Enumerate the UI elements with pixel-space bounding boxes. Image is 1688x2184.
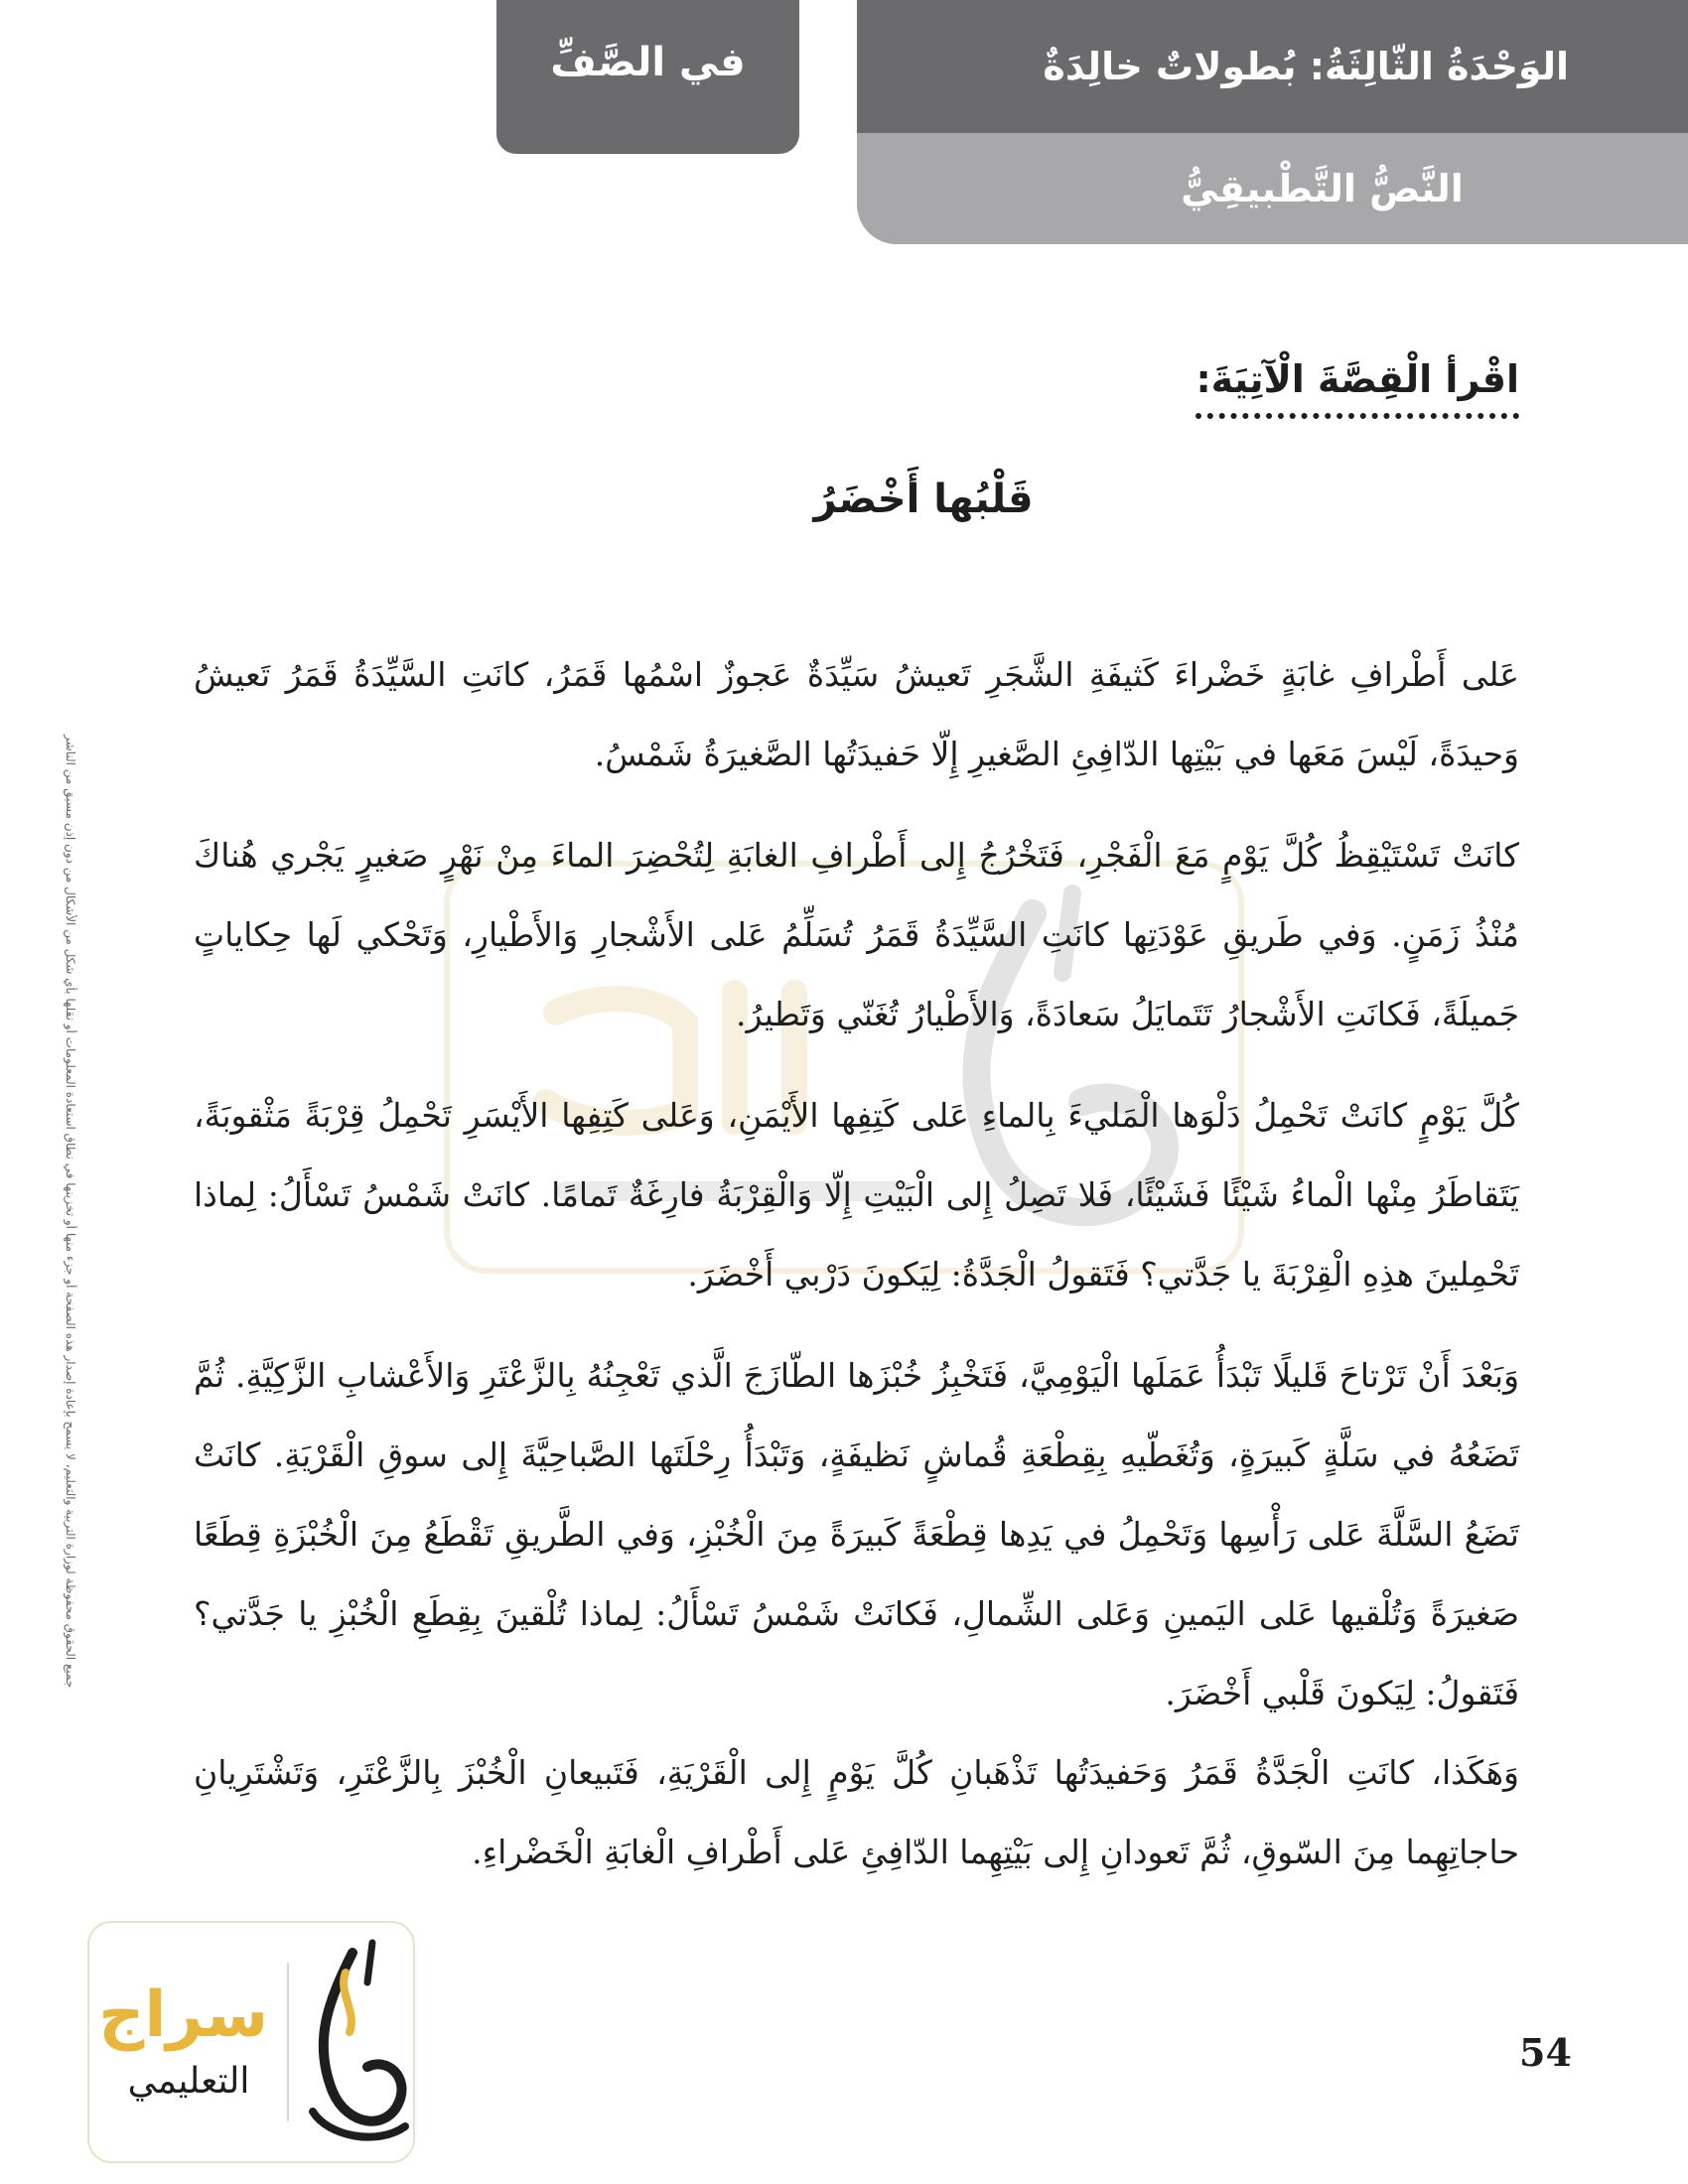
section-title: النَّصُّ التَّطْبيقِيُّ bbox=[1181, 167, 1464, 210]
unit-title-bar bbox=[857, 0, 1688, 133]
section-title-bar bbox=[857, 133, 1688, 244]
class-tab bbox=[496, 0, 799, 154]
story-title: قَلْبُها أَخْضَرُ bbox=[813, 477, 1034, 522]
class-tab-label: في الصَّفِّ bbox=[550, 39, 746, 85]
story-paragraph: وَبَعْدَ أَنْ تَرْتاحَ قَليلًا تَبْدَأُ عَمَلَها الْيَوْمِيَّ، فَتَخْبِزُ خُبْزَها الطّازَجَ الَّذي تَعْجِنُهُ بِالزَّعْتَرِ وَالأَعْشابِ الزَّكِيَّةِ. ثُمَّ تَضَعُهُ في سَلَّةٍ كَبيرَةٍ، وَتُغَطّيهِ بِقِطْعَةِ قُماشٍ نَظيفَةٍ، وَتَبْدَأُ رِحْلَتَها الصَّباحِيَّةَ إِلى سوقِ الْقَرْيَةِ. كانَتْ تَضَعُ السَّلَّةَ عَلى رَأْسِها وَتَحْمِلُ في يَدِها قِطْعَةً كَبيرَةً مِنَ الْخُبْزِ، وَفي الطَّريقِ تَقْطَعُ مِنَ الْخُبْزَةِ قِطَعًا صَغيرَةً وَتُلْقيها عَلى اليَمينِ وَعَلى الشِّمالِ، فَكانَتْ شَمْسُ تَسْأَلُ: لِماذا تُلْقينَ بِقِطَعِ الْخُبْزِ يا جَدَّتي؟ فَتَقولُ: لِيَكونَ قَلْبي أَخْضَرَ. bbox=[194, 1356, 1519, 1712]
story-paragraph: عَلى أَطْرافِ غابَةٍ خَضْراءَ كَثيفَةِ الشَّجَرِ تَعيشُ سَيِّدَةٌ عَجوزٌ اسْمُها قَمَرُ، كانَتِ السَّيِّدَةُ قَمَرُ تَعيشُ وَحيدَةً، لَيْسَ مَعَها في بَيْتِها الدّافِئِ الصَّغيرِ إِلّا حَفيدَتُها الصَّغيرَةُ شَمْسُ. bbox=[194, 655, 1519, 773]
story-paragraph: كُلَّ يَوْمٍ كانَتْ تَحْمِلُ دَلْوَها الْمَليءَ بِالماءِ عَلى كَتِفِها الأَيْمَنِ، وَعَلى كَتِفِها الأَيْسَرِ تَحْمِلُ قِرْبَةً مَثْقوبَةً، يَتَقاطَرُ مِنْها الْماءُ شَيْئًا فَشَيْئًا، فَلا تَصِلُ إِلى الْبَيْتِ إِلّا وَالْقِرْبَةُ فارِغَةٌ تَمامًا. كانَتْ شَمْسُ تَسْأَلُ: لِماذا تَحْمِلينَ هذِهِ الْقِرْبَةَ يا جَدَّتي؟ فَتَقولُ الْجَدَّةُ: لِيَكونَ دَرْبي أَخْضَرَ. bbox=[194, 1096, 1519, 1294]
reading-instruction: اقْرأ الْقِصَّةَ الْآتِيَةَ: bbox=[1196, 357, 1519, 419]
unit-title: الوَحْدَةُ الثّالِثَةُ: بُطولاتٌ خالِدَةٌ bbox=[1043, 45, 1569, 88]
logo-subtitle: التعليمي bbox=[127, 2061, 250, 2102]
logo-name: سراج bbox=[98, 1979, 268, 2052]
story-paragraph: وَهَكَذا، كانَتِ الْجَدَّةُ قَمَرُ وَحَفيدَتُها تَذْهَبانِ كُلَّ يَوْمٍ إِلى الْقَرْيَةِ، فَتَبيعانِ الْخُبْزَ بِالزَّعْتَرِ، وَتَشْتَرِيانِ حاجاتِهِما مِنَ السّوقِ، ثُمَّ تَعودانِ إِلى بَيْتِهِما الدّافِئِ عَلى أَطْرافِ الْغابَةِ الْخَضْراءِ. bbox=[194, 1753, 1519, 1871]
story-paragraph: كانَتْ تَسْتَيْقِظُ كُلَّ يَوْمٍ مَعَ الْفَجْرِ، فَتَخْرُجُ إِلى أَطْرافِ الغابَةِ لِتُحْضِرَ الماءَ مِنْ نَهْرٍ صَغيرٍ يَجْري هُناكَ مُنْذُ زَمَنٍ. وَفي طَريقِ عَوْدَتِها كانَتِ السَّيِّدَةُ قَمَرُ تُسَلِّمُ عَلى الأَشْجارِ وَالأَطْيارِ، وَتَحْكي لَها حِكاياتٍ جَميلَةً، فَكانَتِ الأَشْجارُ تَتَمايَلُ سَعادَةً، وَالأَطْيارُ تُغَنّي وَتَطيرُ. bbox=[194, 836, 1519, 1033]
siraj-logo bbox=[87, 1921, 415, 2163]
copyright-note: جميع الحقوق محفوظة لوزارة التربية والتعليم، لا يسمح بإعادة إصدار هذه الصفحة أو جزء منها أو تخزينها في نطاق استعادة المعلومات أو نقلها بأي شكل من الأشكال من دون إذن مسبق من الناشر bbox=[64, 734, 77, 1688]
story-body bbox=[194, 635, 1519, 1914]
page-number: 54 bbox=[1519, 2030, 1572, 2075]
unit-header bbox=[857, 0, 1688, 244]
